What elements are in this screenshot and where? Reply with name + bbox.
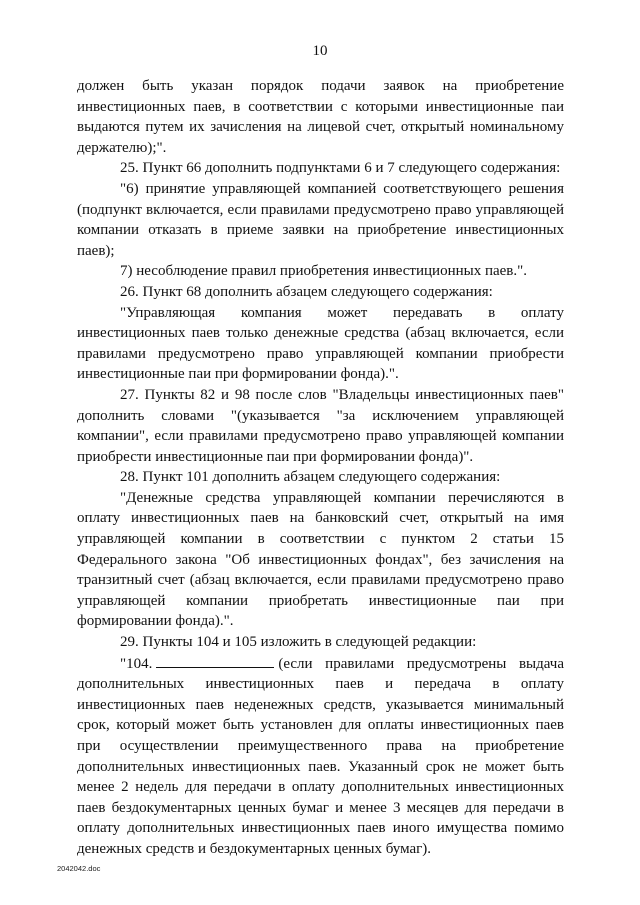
paragraph-item-27: 27. Пункты 82 и 98 после слов "Владельцы инвестиционных паев" дополнить словами "(указывается "за исключением управляющей компании", если правилами предусмотрено право управляющей компании приобрести инвестиционные паи при формировании фонда)". (77, 386, 564, 465)
footer-filename: 2042042.doc (57, 864, 101, 873)
paragraph-item-26: 26. Пункт 68 дополнить абзацем следующего содержания: (120, 283, 493, 300)
paragraph-continuation: должен быть указан порядок подачи заявок на приобретение инвестиционных паев, в соответствии с которыми инвестиционные паи выдаются путем их зачисления на лицевой счет, открытый номинальному держателю);". (77, 78, 564, 156)
paragraph-item-28: 28. Пункт 101 дополнить абзацем следующего содержания: (120, 469, 501, 486)
paragraph-quote-68: "Управляющая компания может передавать в оплату инвестиционных паев только денежные средства (абзац включается, если правилами предусмотрено право управляющей компании приобрести инвестиционные паи при формировании фонда).". (77, 304, 564, 383)
paragraph-quote-101: "Денежные средства управляющей компании перечисляются в оплату инвестиционных паев на банковский счет, открытый на имя управляющей компании в соответствии с пунктом 2 статьи 15 Федерального закона "Об инвестиционных фондах", без зачисления на транзитный счет (абзац включается, если правилами предусмотрено право управляющей компании приобретать инвестиционные паи при формировании фонда).". (77, 489, 564, 630)
page-number: 10 (312, 43, 328, 59)
paragraph-subitem-7: 7) несоблюдение правил приобретения инвестиционных паев.". (120, 263, 527, 280)
paragraph-item-29: 29. Пункты 104 и 105 изложить в следующей редакции: (120, 634, 477, 651)
item-104-number: "104. (120, 655, 153, 672)
paragraph-item-25: 25. Пункт 66 дополнить подпунктами 6 и 7 следующего содержания: (120, 160, 561, 177)
item-104-text: (если правилами предусмотрены выдача дополнительных инвестиционных паев и передача в оплату инвестиционных паев неденежных средств, указывается минимальный срок, который может быть установлен для оплаты инвестиционных паев при осуществлении преимущественного права на приобретение дополнительных инвестиционных паев. Указанный срок не может быть менее 2 недель для передачи в оплату дополнительных инвестиционных паев бездокументарных ценных бумаг и менее 3 месяцев для передачи в оплату дополнительных инвестиционных паев иного имущества помимо денежных средств и бездокументарных ценных бумаг). (77, 655, 564, 857)
fill-in-blank-line (156, 653, 274, 668)
document-body (77, 76, 564, 860)
paragraph-subitem-6: "6) принятие управляющей компанией соответствующего решения (подпункт включается, если правилами предусмотрено право управляющей компании отказать в приеме заявки на приобретение инвестиционных паев); (77, 180, 564, 259)
paragraph-item-104 (77, 653, 564, 860)
